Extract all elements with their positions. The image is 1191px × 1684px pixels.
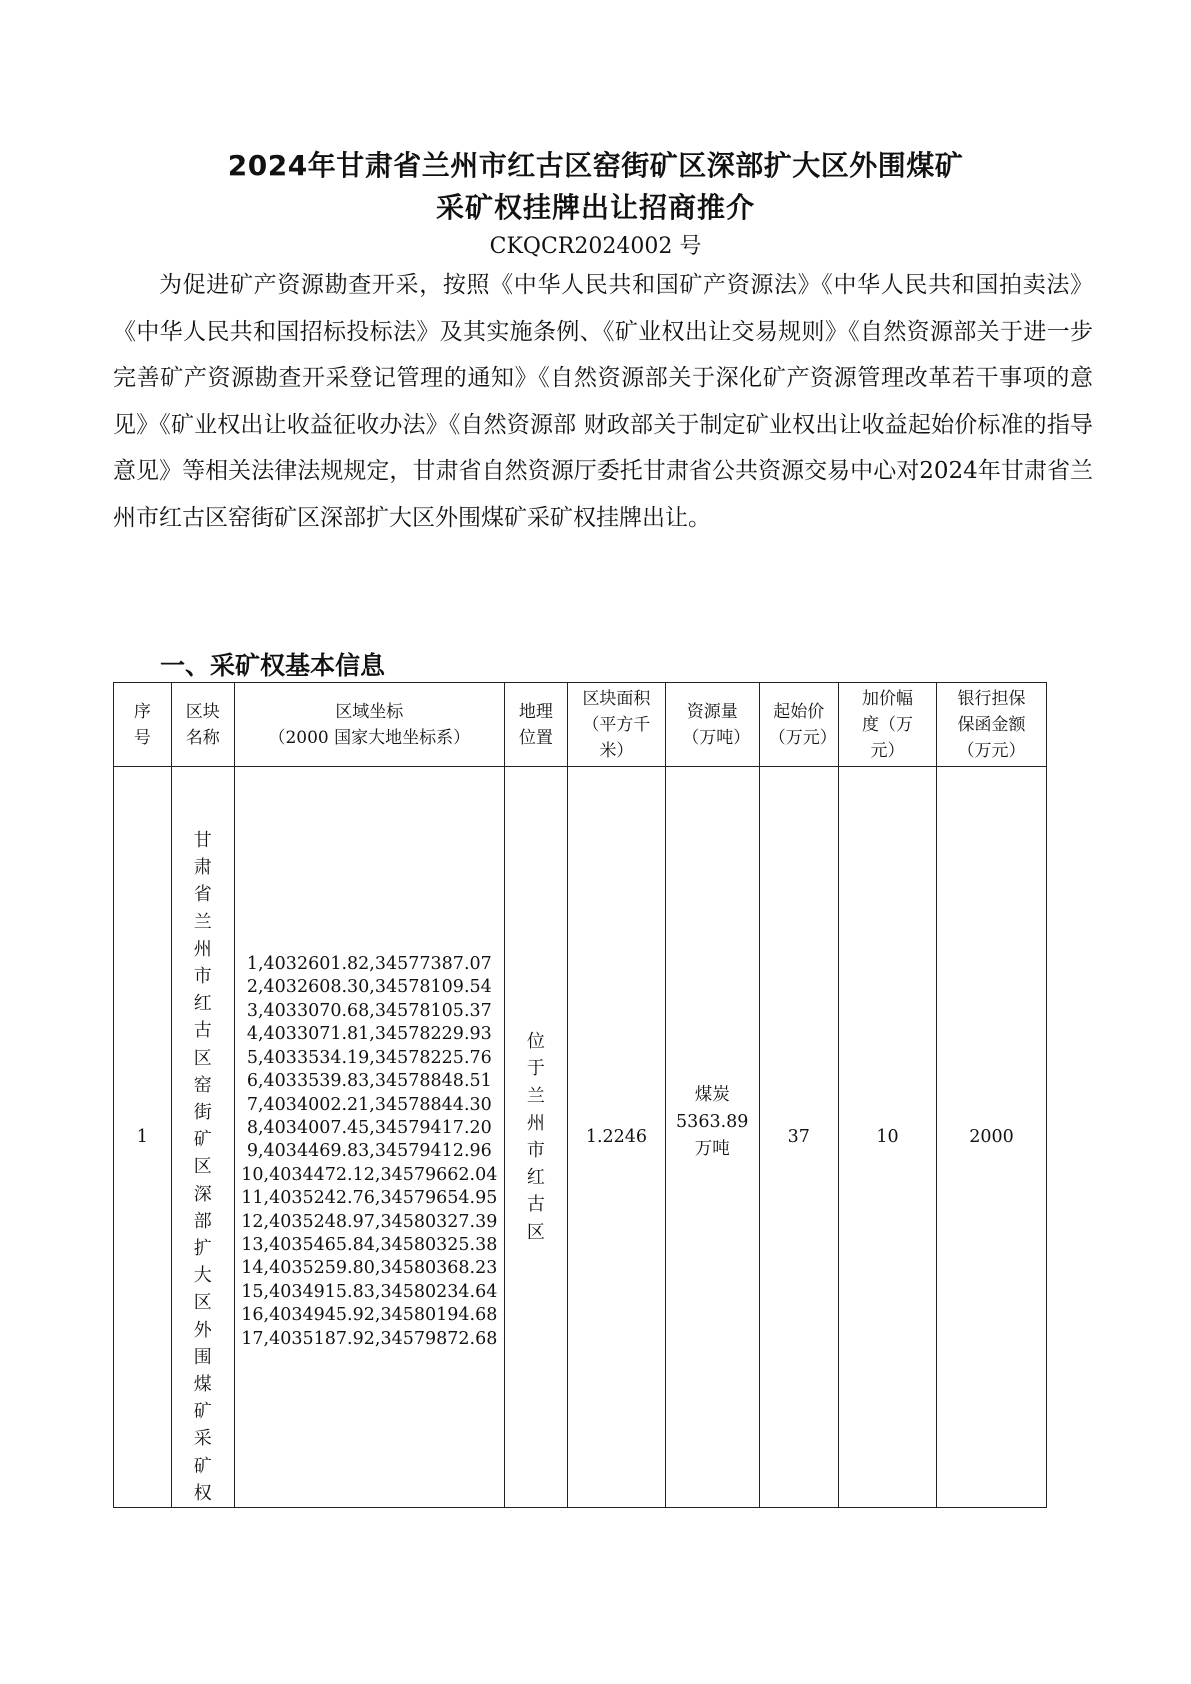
header-area: 区块面积（平方千米） bbox=[567, 683, 665, 767]
block-name-text: 甘肃省兰州市红古区窑街矿区深部扩大区外围煤矿采矿权 bbox=[193, 830, 212, 1504]
cell-resources bbox=[665, 767, 759, 1508]
header-coords-title: 区域坐标 bbox=[335, 701, 404, 722]
header-increment: 加价幅度（万元） bbox=[839, 683, 937, 767]
header-block-name: 区块名称 bbox=[171, 683, 234, 767]
location-text: 位于兰州市红古区 bbox=[526, 1031, 545, 1243]
coordinate-point: 9,4034469.83,34579412.96 bbox=[246, 1141, 492, 1162]
header-guarantee: 银行担保保函金额（万元） bbox=[936, 683, 1046, 767]
resource-type: 煤炭 bbox=[694, 1084, 730, 1105]
document-title-line2: 采矿权挂牌出让招商推介 bbox=[435, 191, 755, 224]
coordinate-point: 14,4035259.80,34580368.23 bbox=[241, 1258, 498, 1279]
resource-amount: 5363.89 bbox=[676, 1111, 749, 1132]
coordinate-point: 2,4032608.30,34578109.54 bbox=[246, 977, 492, 998]
cell-seq: 1 bbox=[114, 767, 172, 1508]
table-header-row bbox=[114, 683, 1047, 767]
mining-rights-table bbox=[113, 682, 1047, 1508]
section-heading: 一、采矿权基本信息 bbox=[160, 651, 386, 680]
cell-start-price: 37 bbox=[759, 767, 838, 1508]
coordinate-point: 16,4034945.92,34580194.68 bbox=[241, 1305, 498, 1326]
document-number: CKQCR2024002 号 bbox=[489, 234, 702, 259]
coordinate-list bbox=[235, 923, 504, 1351]
coordinate-point: 7,4034002.21,34578844.30 bbox=[246, 1094, 492, 1115]
coordinate-point: 1,4032601.82,34577387.07 bbox=[246, 954, 492, 975]
coordinate-point: 4,4033071.81,34578229.93 bbox=[246, 1024, 492, 1045]
coordinate-point: 11,4035242.76,34579654.95 bbox=[241, 1188, 498, 1209]
coordinate-point: 3,4033070.68,34578105.37 bbox=[246, 1000, 492, 1021]
coordinate-point: 17,4035187.92,34579872.68 bbox=[241, 1328, 498, 1349]
cell-location bbox=[504, 767, 567, 1508]
header-coords bbox=[234, 683, 504, 767]
cell-area: 1.2246 bbox=[567, 767, 665, 1508]
resource-unit: 万吨 bbox=[694, 1138, 730, 1159]
cell-increment: 10 bbox=[839, 767, 937, 1508]
coordinate-point: 5,4033534.19,34578225.76 bbox=[246, 1047, 492, 1068]
header-location: 地理位置 bbox=[504, 683, 567, 767]
coordinate-point: 10,4034472.12,34579662.04 bbox=[241, 1164, 498, 1185]
header-resources: 资源量（万吨） bbox=[665, 683, 759, 767]
cell-guarantee: 2000 bbox=[936, 767, 1046, 1508]
header-seq: 序号 bbox=[114, 683, 172, 767]
coordinate-point: 13,4035465.84,34580325.38 bbox=[241, 1234, 498, 1255]
header-coords-subtitle: （2000 国家大地坐标系） bbox=[268, 727, 471, 748]
coordinate-point: 15,4034915.83,34580234.64 bbox=[241, 1281, 498, 1302]
document-title-line1: 2024年甘肃省兰州市红古区窑街矿区深部扩大区外围煤矿 bbox=[227, 149, 964, 182]
coordinate-point: 8,4034007.45,34579417.20 bbox=[246, 1117, 492, 1138]
cell-block-name bbox=[171, 767, 234, 1508]
coordinate-point: 6,4033539.83,34578848.51 bbox=[246, 1071, 492, 1092]
coordinate-point: 12,4035248.97,34580327.39 bbox=[241, 1211, 498, 1232]
table-row bbox=[114, 767, 1047, 1508]
header-start-price: 起始价（万元） bbox=[759, 683, 838, 767]
cell-coordinates bbox=[234, 767, 504, 1508]
intro-paragraph: 为促进矿产资源勘查开采，按照《中华人民共和国矿产资源法》《中华人民共和国拍卖法》《中华人民共和国招标投标法》及其实施条例、《矿业权出让交易规则》《自然资源部关于进一步完善矿产资源勘查开采登记管理的通知》《自然资源部关于深化矿产资源管理改革若干事项的意见》《矿业权出让收益征收办法》《自然资源部 财政部关于制定矿业权出让收益起始价标准的指导意见》等相关法律法规规定，甘肃省自然资源厅委托甘肃省公共资源交易中心对2024年甘肃省兰州市红古区窑街矿区深部扩大区外围煤矿采矿权挂牌出让。 bbox=[113, 272, 1093, 531]
